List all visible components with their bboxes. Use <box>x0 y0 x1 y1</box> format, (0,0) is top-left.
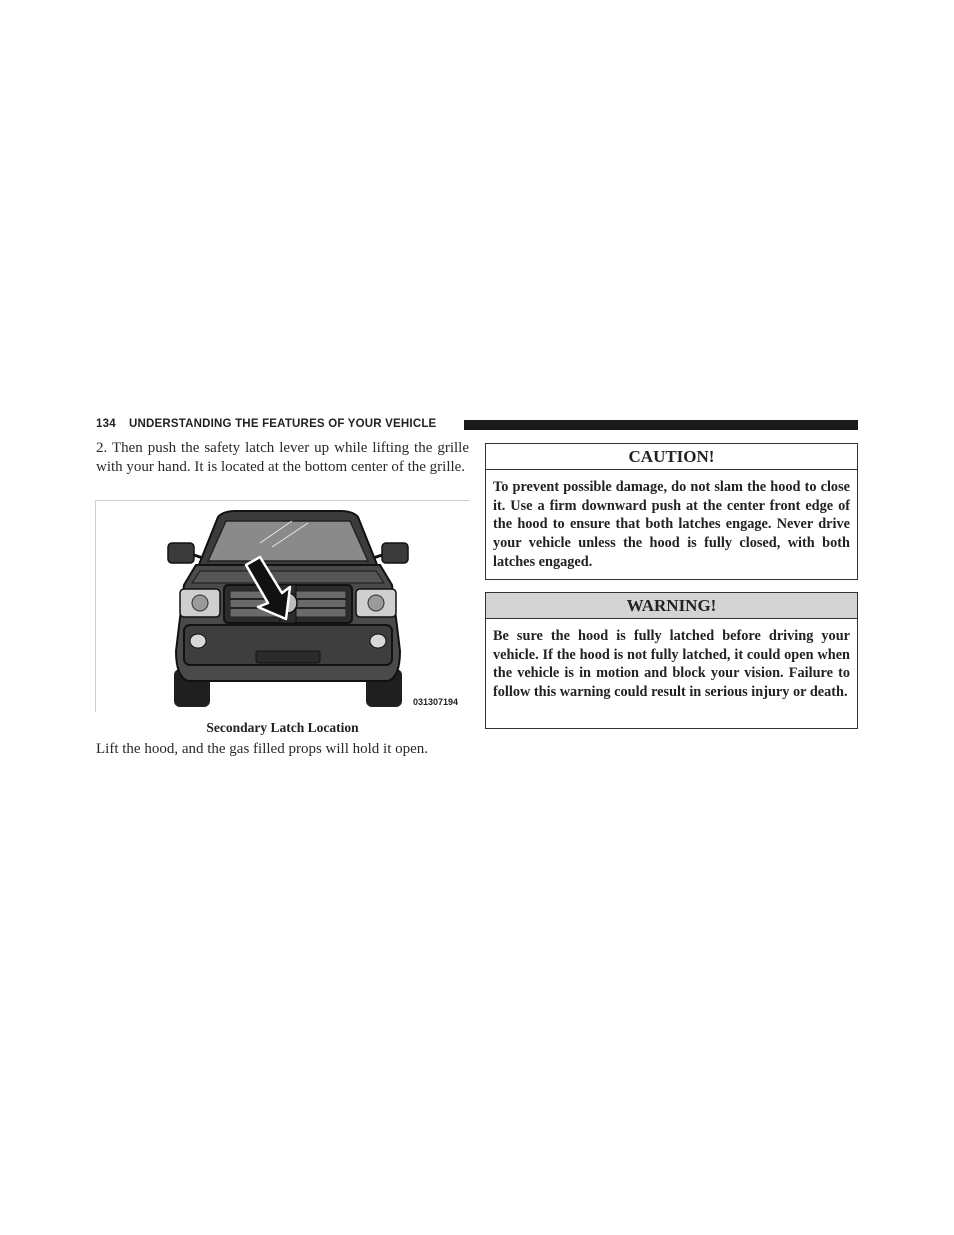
page-number: 134 <box>96 418 116 430</box>
caution-text: To prevent possible damage, do not slam the hood to close it. Use a firm downward push at the center front edge of the hood to ensure that both latches engage. Never drive your vehicle unless the hood is fully closed, with both latches engaged. <box>493 479 850 570</box>
figure-caption: Secondary Latch Location <box>206 720 359 735</box>
caution-box <box>485 443 858 580</box>
step-2-paragraph: 2. Then push the safety latch lever up while lifting the grille with your hand. It is located at the bottom center of the grille. <box>96 440 469 475</box>
warning-box <box>485 592 858 729</box>
page-header <box>96 417 858 433</box>
truck-front-illustration <box>96 501 470 712</box>
figure-code: 031307194 <box>413 697 459 707</box>
header-rule <box>464 420 858 430</box>
warning-text: Be sure the hood is fully latched before driving your vehicle. If the hood is not fully latched, it could open when the vehicle is in motion and block your vision. Failure to follow this warning could result in serious injury or death. <box>493 628 850 701</box>
section-title: UNDERSTANDING THE FEATURES OF YOUR VEHICLE <box>129 418 437 430</box>
vehicle-figure <box>95 500 470 712</box>
warning-title: WARNING! <box>486 593 857 619</box>
lift-hood-paragraph: Lift the hood, and the gas filled props will hold it open. <box>96 741 429 757</box>
caution-title: CAUTION! <box>486 444 857 470</box>
